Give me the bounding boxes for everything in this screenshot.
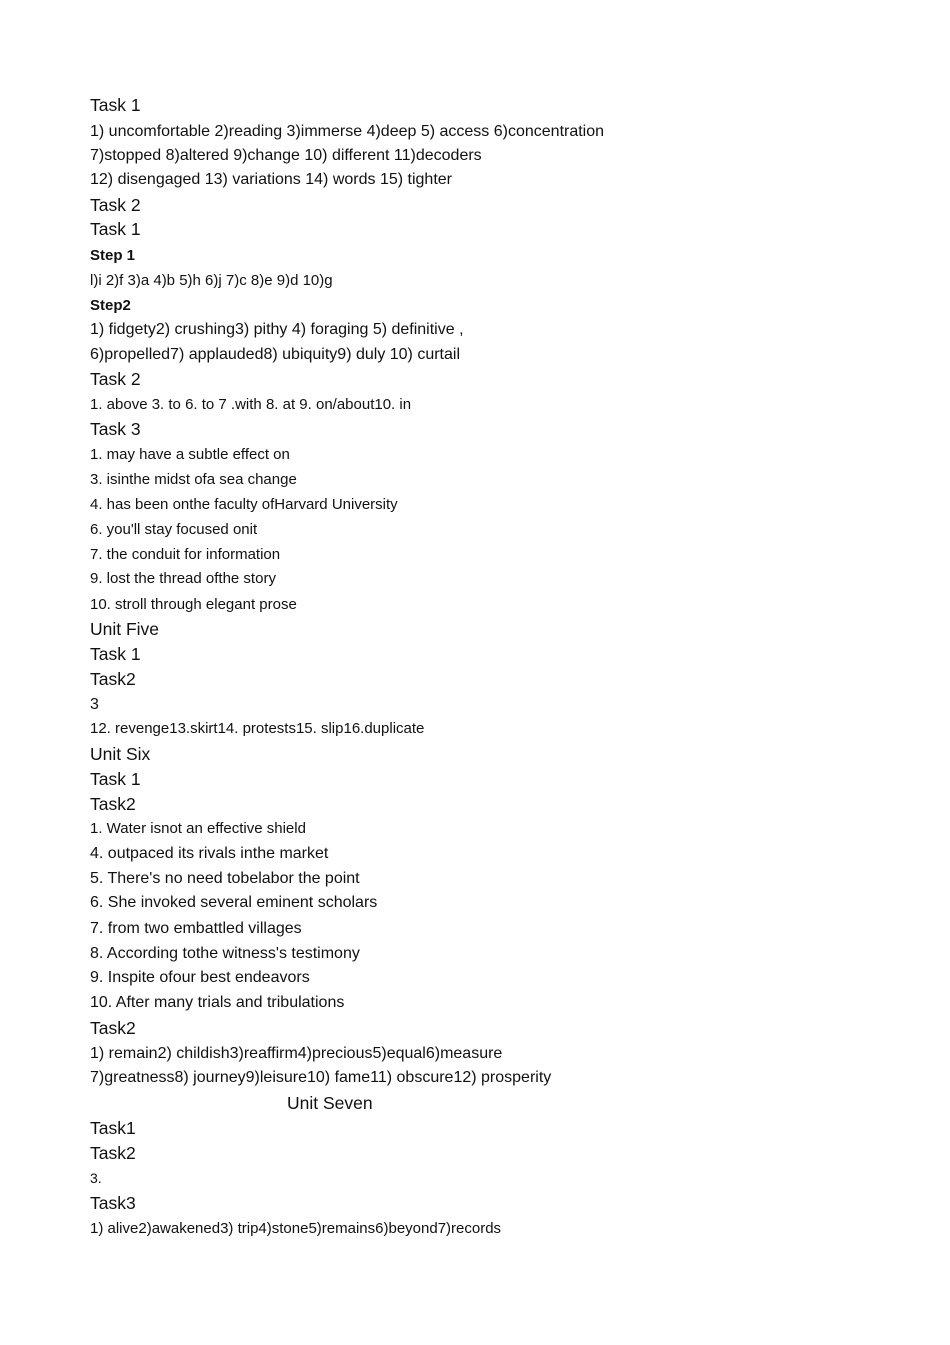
heading-task-2: Task2 — [90, 1143, 136, 1163]
answer-line: 12) disengaged 13) variations 14) words 15) tighter — [90, 171, 452, 188]
heading-step-1: Step 1 — [90, 247, 136, 264]
heading-task-2: Task2 — [90, 1018, 136, 1038]
answer-line: 7. the conduit for information — [90, 546, 281, 563]
answer-line: 9. Inspite ofour best endeavors — [90, 969, 310, 986]
answer-line: 1. may have a subtle effect on — [90, 446, 290, 463]
answer-line: 7)greatness8) journey9)leisure10) fame11) obscure12) prosperity — [90, 1069, 552, 1086]
answer-line: 4. has been onthe faculty ofHarvard University — [90, 496, 398, 513]
heading-task-2: Task2 — [90, 794, 136, 814]
answer-line: 4. outpaced its rivals inthe market — [90, 845, 329, 862]
answer-line: 9. lost the thread ofthe story — [90, 570, 276, 587]
answer-line: 1) alive2)awakened3) trip4)stone5)remains6)beyond7)records — [90, 1220, 502, 1237]
heading-task-1: Task1 — [90, 1118, 136, 1138]
answer-line: 6)propelled7) applauded8) ubiquity9) duly 10) curtail — [90, 346, 461, 363]
answer-line: 1) uncomfortable 2)reading 3)immerse 4)deep 5) access 6)concentration — [90, 123, 605, 140]
heading-unit-seven: Unit Seven — [287, 1093, 373, 1113]
heading-task-3: Task3 — [90, 1193, 136, 1213]
answer-line: 10. stroll through elegant prose — [90, 596, 297, 613]
answer-line: 10. After many trials and tribulations — [90, 994, 345, 1011]
heading-task-3: Task 3 — [90, 419, 141, 439]
answer-line: 3 — [90, 696, 99, 713]
heading-unit-six: Unit Six — [90, 744, 151, 764]
answer-line: 1. Water isnot an effective shield — [90, 820, 306, 837]
heading-task-2: Task2 — [90, 669, 136, 689]
answer-line: 3. isinthe midst ofa sea change — [90, 471, 297, 488]
heading-unit-five: Unit Five — [90, 619, 160, 639]
answer-line: 8. According tothe witness's testimony — [90, 945, 360, 962]
answer-line: 1. above 3. to 6. to 7 .with 8. at 9. on/about10. in — [90, 396, 412, 413]
answer-line: 7)stopped 8)altered 9)change 10) different 11)decoders — [90, 147, 482, 164]
heading-task-2: Task 2 — [90, 369, 141, 389]
answer-line: 1) remain2) childish3)reaffirm4)precious5)equal6)measure — [90, 1045, 503, 1062]
answer-line: 5. There's no need tobelabor the point — [90, 870, 360, 887]
heading-step-2: Step2 — [90, 297, 131, 314]
answer-line: 1) fidgety2) crushing3) pithy 4) foraging 5) definitive , — [90, 321, 464, 338]
answer-line: 6. you'll stay focused onit — [90, 521, 258, 538]
answer-line: l)i 2)f 3)a 4)b 5)h 6)j 7)c 8)e 9)d 10)g — [90, 272, 333, 289]
answer-line: 7. from two embattled villages — [90, 920, 302, 937]
answer-line: 12. revenge13.skirt14. protests15. slip16.duplicate — [90, 720, 425, 737]
heading-task-1: Task 1 — [90, 219, 141, 239]
heading-task-1: Task 1 — [90, 769, 141, 789]
heading-task-1: Task 1 — [90, 644, 141, 664]
heading-task-1: Task 1 — [90, 95, 141, 115]
heading-task-2: Task 2 — [90, 195, 141, 215]
answer-line: 3. — [90, 1170, 102, 1186]
answer-line: 6. She invoked several eminent scholars — [90, 894, 378, 911]
